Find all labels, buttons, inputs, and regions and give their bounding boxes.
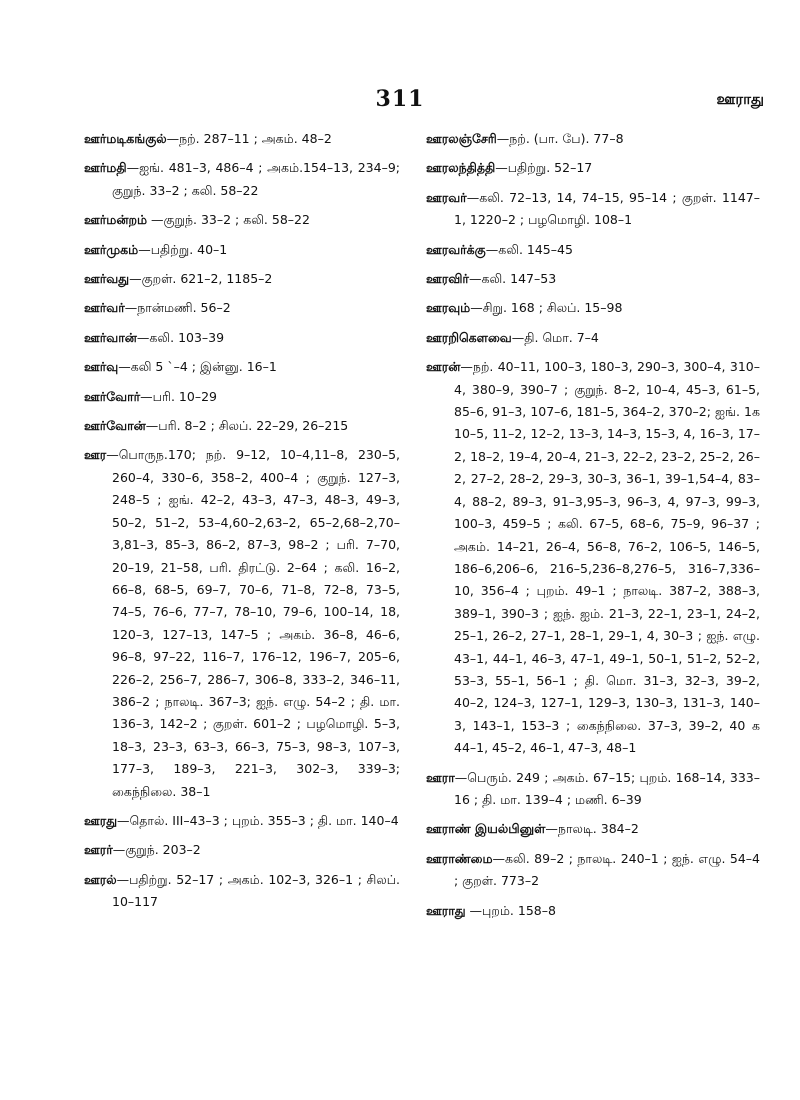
index-entry [84, 209, 400, 231]
entry-references: —பொருந.170; நற். 9–12, 10–4,11–8, 230–5, 260–4, 330–6, 358–2, 400–4 ; குறுந். 127–3, 248–5 ; ஐங். 42–2, 43–3, 47–3, 48–3, 49–3, 50–2, 51–2, 53–4,60–2,63–2, 65–2,68–2,70–3,81–3, 85–3, 86–2, 87–3, 98–2 ; பரி. 7–70, 20–19, 21–58, பரி. திரட்டு. 2–64 ; கலி. 16–2, 66–8, 68–5, 69–7, 70–6, 71–8, 72–8, 73–5, 74–5, 76–6, 77–7, 78–10, 79–6, 100–14, 18, 120–3, 127–13, 147–5 ; அகம். 36–8, 46–6, 96–8, 97–22, 116–7, 176–12, 196–7, 205–6, 226–2, 256–7, 286–7, 306–8, 333–2, 346–11, 386–2 ; நாலடி. 367–3; ஐந். எழு. 54–2 ; தி. மா. 136–3, 142–2 ; குறள். 601–2 ; பழமொழி. 5–3, 18–3, 23–3, 63–3, 66–3, 75–3, 98–3, 107–3, 177–3, 189–3, 221–3, 302–3, 339–3; கைந்நிலை. 38–1 [106, 447, 400, 799]
index-entry [84, 415, 400, 437]
entry-headword: ஊரவும் [426, 300, 471, 316]
entry-headword: ஊரவர்க்கு [426, 241, 486, 257]
index-entry [426, 239, 760, 261]
running-head: ஊராது [716, 90, 764, 108]
entry-references: —கலி. 145–45 [485, 241, 573, 257]
entry-references: —சிறு. 168 ; சிலப். 15–98 [470, 300, 623, 316]
index-entry [84, 356, 400, 378]
index-entry [84, 128, 400, 150]
index-entry [84, 268, 400, 290]
index-entry [426, 268, 760, 290]
entry-references: —பதிற்று. 52–17 ; அகம். 102–3, 326–1 ; சிலப். 10–117 [112, 871, 400, 910]
index-entry [426, 767, 760, 812]
index-entry [426, 157, 760, 179]
entry-headword: ஊரவர் [426, 189, 467, 205]
entry-references: —தொல். III–43–3 ; புறம். 355–3 ; தி. மா. 140–4 [117, 812, 399, 828]
entry-headword: ஊர்வோன் [84, 418, 146, 434]
left-column [84, 128, 400, 921]
index-entry [84, 297, 400, 319]
entry-headword: ஊரவிர் [426, 271, 469, 287]
entry-headword: ஊர்மன்றம் [84, 212, 148, 228]
index-entry [84, 839, 400, 861]
index-entry [84, 327, 400, 349]
entry-headword: ஊர்வு [84, 359, 119, 375]
entry-references: —பரி. 8–2 ; சிலப். 22–29, 26–215 [145, 418, 349, 434]
entry-references: —நற். (பா. பே). 77–8 [496, 131, 624, 146]
entry-headword: ஊரறிகௌவை [426, 329, 512, 345]
entry-headword: ஊர்மடிகங்குல் [84, 131, 167, 146]
entry-references: —கலி 5 `–4 ; இன்னு. 16–1 [118, 359, 277, 375]
entry-headword: ஊர்வர் [84, 300, 125, 316]
index-entry [426, 297, 760, 319]
entry-references: —குறுந். 203–2 [112, 842, 201, 858]
entry-headword: ஊராது [426, 902, 466, 918]
entry-references: —நாலடி. 384–2 [545, 821, 639, 837]
entry-headword: ஊரன் [426, 359, 461, 375]
entry-references: —குறுந். 33–2 ; கலி. 58–22 [147, 212, 310, 228]
index-entry [84, 444, 400, 803]
index-entry [426, 848, 760, 893]
entry-headword: ஊரர் [84, 842, 113, 858]
entry-headword: ஊராண்மை [426, 850, 493, 866]
entry-references: —கலி. 103–39 [136, 329, 225, 345]
page-number: 311 [375, 86, 425, 112]
index-entry [84, 157, 400, 202]
entry-references: —பெரும். 249 ; அகம். 67–15; புறம். 168–14, 333–16 ; தி. மா. 139–4 ; மணி. 6–39 [454, 769, 760, 807]
index-entry [84, 810, 400, 832]
index-entry [426, 187, 760, 232]
index-entry [84, 869, 400, 914]
entry-headword: ஊர [84, 447, 107, 463]
entry-headword: ஊரா [426, 769, 455, 785]
entry-references: —கலி. 72–13, 14, 74–15, 95–14 ; குறள். 1147–1, 1220–2 ; பழமொழி. 108–1 [454, 189, 760, 228]
entry-headword: ஊர்மதி [84, 160, 127, 176]
right-column [426, 128, 760, 929]
entry-references: —பரி. 10–29 [140, 388, 217, 404]
entry-headword: ஊர்வது [84, 271, 130, 287]
entry-references: —பதிற்று. 52–17 [495, 160, 593, 176]
index-entry [426, 818, 760, 840]
entry-references: —குறள். 621–2, 1185–2 [129, 271, 273, 287]
entry-references: —பதிற்று. 40–1 [138, 241, 228, 257]
entry-references: —நற். 40–11, 100–3, 180–3, 290–3, 300–4, 310–4, 380–9, 390–7 ; குறுந். 8–2, 10–4, 45–3, 61–5, 85–6, 91–3, 107–6, 181–5, 364–2, 370–2; ஐங். 1க 10–5, 11–2, 12–2, 13–3, 14–3, 15–3, 4, 16–3, 17–2, 18–2, 19–4, 20–4, 21–3, 22–2, 23–2, 25–2, 26–2, 27–2, 28–2, 29–3, 30–3, 36–1, 39–1,54–4, 83–4, 88–2, 89–3, 91–3,95–3, 96–3, 4, 97–3, 99–3, 100–3, 459–5 ; கலி. 67–5, 68–6, 75–9, 96–37 ; அகம். 14–21, 26–4, 56–8, 76–2, 106–5, 146–5, 186–6,206–6, 216–5,236–8,276–5, 316–7,336–10, 356–4 ; புறம். 49–1 ; நாலடி. 387–2, 388–3, 389–1, 390–3 ; ஐந். ஐம். 21–3, 22–1, 23–1, 24–2, 25–1, 26–2, 27–1, 28–1, 29–1, 4, 30–3 ; ஐந். எழு. 43–1, 44–1, 46–3, 47–1, 49–1, 50–1, 51–2, 52–2, 53–3, 55–1, 56–1 ; தி. மொ. 31–3, 32–3, 39–2, 40–2, 124–3, 127–1, 129–3, 130–3, 131–3, 140–3, 143–1, 153–3 ; கைந்நிலை. 37–3, 39–2, 40 க 44–1, 45–2, 46–1, 47–3, 48–1 [454, 359, 760, 756]
entry-headword: ஊராண் இயல்பினுள் [426, 821, 546, 837]
entry-references: —புறம். 158–8 [465, 902, 556, 918]
entry-references: —தி. மொ. 7–4 [511, 329, 599, 345]
index-entry [426, 128, 760, 150]
entry-references: —கலி. 147–53 [468, 271, 557, 287]
index-entry [426, 356, 760, 759]
index-entry [426, 327, 760, 349]
entry-headword: ஊரலந்தித்தி [426, 160, 496, 176]
index-entry [84, 386, 400, 408]
entry-references: —ஐங். 481–3, 486–4 ; அகம்.154–13, 234–9; குறுந். 33–2 ; கலி. 58–22 [112, 160, 400, 198]
index-entry [426, 900, 760, 922]
index-entry [84, 239, 400, 261]
entry-headword: ஊரல் [84, 871, 117, 887]
entry-references: —கலி. 89–2 ; நாலடி. 240–1 ; ஐந். எழு. 54–4 ; குறள். 773–2 [454, 850, 760, 889]
entry-references: —நற். 287–11 ; அகம். 48–2 [166, 131, 332, 146]
entry-headword: ஊரலஞ்சேரி [426, 131, 497, 146]
entry-headword: ஊர்வான் [84, 329, 137, 345]
entry-headword: ஊரது [84, 812, 118, 828]
entry-headword: ஊர்வோர் [84, 388, 141, 404]
entry-references: —நான்மணி. 56–2 [124, 300, 231, 316]
entry-headword: ஊர்முகம் [84, 241, 139, 257]
